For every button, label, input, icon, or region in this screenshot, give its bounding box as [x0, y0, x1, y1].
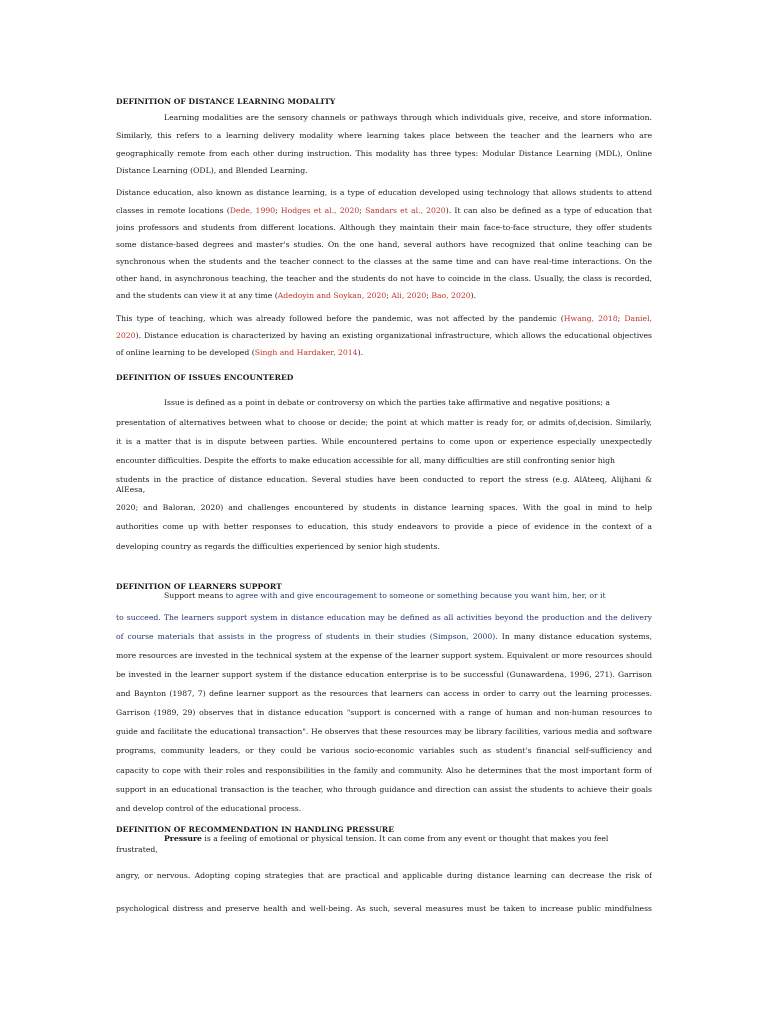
paragraph-line: geographically remote from each other during instruction. This modality has three types: Modular Distance Learning (MDL), Online	[116, 149, 652, 158]
paragraph-line: and the students can view it at any time (Adedoyin and Soykan, 2020; Ali, 2020; Bao, 2020).	[116, 291, 477, 300]
paragraph-line: Support means to agree with and give encouragement to someone or something because you want him, her, or it	[164, 591, 606, 600]
paragraph-line: AlEesa,	[116, 485, 146, 494]
paragraph-line: angry, or nervous. Adopting coping strategies that are practical and applicable during distance learning can decrease the risk of	[116, 871, 652, 880]
paragraph-line: Issue is defined as a point in debate or controversy on which the parties take affirmative and negative positions; a	[164, 398, 611, 407]
paragraph-line: Distance Learning (ODL), and Blended Learning.	[116, 166, 308, 175]
paragraph-line: synchronous when the students and the teacher connect to the classes at the same time and can have real-time interactions. On the	[116, 257, 652, 266]
paragraph-line: Similarly, this refers to a learning delivery modality where learning takes place between the teacher and the learners who are	[116, 131, 652, 140]
paragraph-line: and develop control of the educational process.	[116, 804, 302, 813]
section-heading-handling-pressure: DEFINITION OF RECOMMENDATION IN HANDLING PRESSURE	[116, 825, 395, 834]
paragraph-line: frustrated,	[116, 845, 158, 854]
paragraph-line: of online learning to be developed (Singh and Hardaker, 2014).	[116, 348, 364, 357]
paragraph-line: classes in remote locations (Dede, 1990; Hodges et al., 2020; Sandars et al., 2020). It can also be defined as a type of education that	[116, 206, 652, 215]
paragraph-line: guide and facilitate the educational transaction". He observes that these resources may be library facilities, various media and software	[116, 727, 652, 736]
paragraph-line: more resources are invested in the technical system at the expense of the learner support system. Equivalent or more resources should	[116, 651, 652, 660]
paragraph-line: capacity to cope with their roles and responsibilities in the family and community. Also he determines that the most important form of	[116, 766, 652, 775]
section-heading-learners-support: DEFINITION OF LEARNERS SUPPORT	[116, 582, 282, 591]
paragraph-line: developing country as regards the difficulties experienced by senior high students.	[116, 542, 440, 551]
paragraph-line: of course materials that assists in the progress of students in their studies (Simpson, 2000). In many distance education systems,	[116, 632, 652, 641]
paragraph-line: Pressure is a feeling of emotional or physical tension. It can come from any event or thought that makes you feel	[164, 834, 609, 843]
paragraph-line: This type of teaching, which was already followed before the pandemic, was not affected by the pandemic (Hwang, 2018; Daniel,	[116, 314, 652, 323]
citation-link[interactable]: Ali, 2020	[391, 291, 427, 300]
citation-link[interactable]: Hwang, 2018	[563, 314, 618, 323]
paragraph-line: encounter difficulties. Despite the efforts to make education accessible for all, many difficulties are still confronting senior high	[116, 456, 615, 465]
paragraph-line: Learning modalities are the sensory channels or pathways through which individuals give, receive, and store information.	[164, 113, 652, 122]
paragraph-line: presentation of alternatives between what to choose or decide; the point at which matter is ready for, or admits of,decision. Similarly,	[116, 418, 652, 427]
paragraph-line: joins professors and students from different locations. Although they maintain their main face-to-face structure, they offer students	[116, 223, 652, 232]
paragraph-line: be invested in the learner support system if the distance education enterprise is to be successful (Gunawardena, 1996, 271). Garrison	[116, 670, 652, 679]
paragraph-line: other hand, in asynchronous teaching, the teacher and the students do not have to coincide in the class. Usually, the class is recorded,	[116, 274, 652, 283]
paragraph-line: programs, community leaders, or they could be various socio-economic variables such as student's financial self-sufficiency and	[116, 746, 652, 755]
citation-link[interactable]: Singh and Hardaker, 2014	[254, 348, 358, 357]
section-heading-issues-encountered: DEFINITION OF ISSUES ENCOUNTERED	[116, 373, 294, 382]
paragraph-line: some distance-based degrees and master's studies. On the one hand, several authors have recognized that online teaching can be	[116, 240, 652, 249]
citation-link[interactable]: Adedoyin and Soykan, 2020	[277, 291, 387, 300]
citation-link[interactable]: 2020	[116, 331, 136, 340]
paragraph-line: and Baynton (1987, 7) define learner support as the resources that learners can access in order to carry out the learning processes.	[116, 689, 652, 698]
citation-link[interactable]: Daniel,	[624, 314, 652, 323]
paragraph-line: support in an educational transaction is the teacher, who through guidance and direction can assist the students to achieve their goals	[116, 785, 652, 794]
citation-link[interactable]: Hodges et al., 2020	[280, 206, 360, 215]
paragraph-line: Distance education, also known as distance learning, is a type of education developed using technology that allows students to attend	[116, 188, 652, 197]
paragraph-line: 2020; and Baloran, 2020) and challenges encountered by students in distance learning spaces. With the goal in mind to help	[116, 503, 652, 512]
paragraph-line: psychological distress and preserve health and well-being. As such, several measures must be taken to increase public mindfulness	[116, 904, 652, 913]
paragraph-line: 2020). Distance education is characterized by having an existing organizational infrastructure, which allows the educational objectives	[116, 331, 652, 340]
paragraph-line: it is a matter that is in dispute between parties. While encountered pertains to come upon or experience especially unexpectedly	[116, 437, 652, 446]
paragraph-line: Garrison (1989, 29) observes that in distance education "support is concerned with a range of human and non-human resources to	[116, 708, 652, 717]
citation-link[interactable]: Dede, 1990	[229, 206, 276, 215]
paragraph-line: to succeed. The learners support system in distance education may be defined as all activities beyond the production and the delivery	[116, 613, 652, 622]
paragraph-line: authorities come up with better responses to education, this study endeavors to provide a piece of evidence in the context of a	[116, 522, 652, 531]
citation-link[interactable]: Bao, 2020	[431, 291, 471, 300]
citation-link[interactable]: Sandars et al., 2020	[365, 206, 446, 215]
paragraph-line: students in the practice of distance education. Several studies have been conducted to report the stress (e.g. AlAteeq, Alijhani &	[116, 475, 652, 484]
section-heading-distance-learning: DEFINITION OF DISTANCE LEARNING MODALITY	[116, 97, 336, 106]
